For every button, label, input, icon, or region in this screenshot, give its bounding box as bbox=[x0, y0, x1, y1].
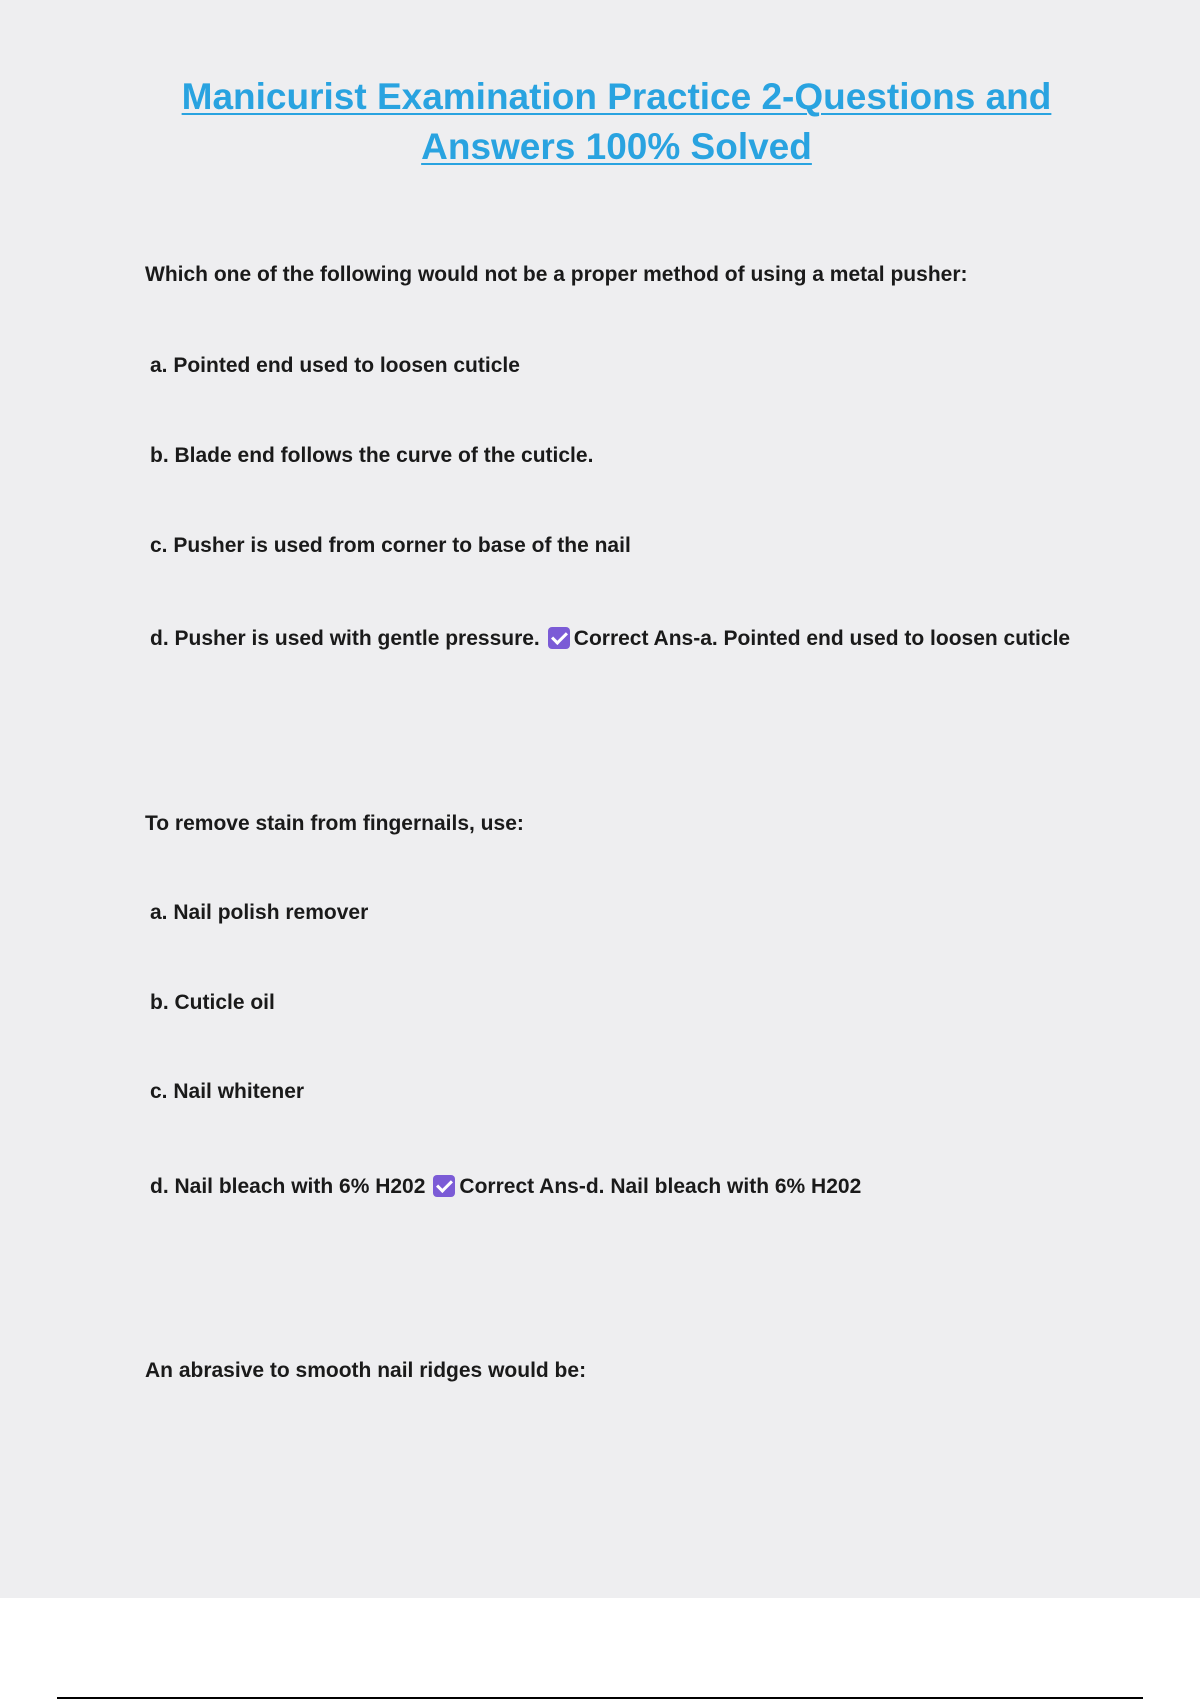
question-2-answer: Correct Ans-d. Nail bleach with 6% H202 bbox=[459, 1175, 862, 1198]
question-1-option-b: b. Blade end follows the curve of the cuticle. bbox=[150, 444, 594, 467]
checkbox-checked-icon bbox=[433, 1175, 455, 1197]
title-line-2: Answers 100% Solved bbox=[421, 126, 812, 167]
title-line-1: Manicurist Examination Practice 2-Questions and bbox=[181, 76, 1052, 117]
question-2-option-d: d. Nail bleach with 6% H202 bbox=[150, 1175, 426, 1198]
checkbox-checked-icon bbox=[548, 627, 570, 649]
question-1-option-a: a. Pointed end used to loosen cuticle bbox=[150, 354, 520, 377]
document-title bbox=[0, 72, 1200, 172]
question-1-option-d-row bbox=[150, 625, 1070, 653]
question-2-option-a: a. Nail polish remover bbox=[150, 901, 369, 924]
footer-divider bbox=[57, 1697, 1143, 1699]
question-1-text: Which one of the following would not be a proper method of using a metal pusher: bbox=[145, 263, 968, 286]
question-3-text: An abrasive to smooth nail ridges would be: bbox=[145, 1359, 587, 1382]
question-2-option-b: b. Cuticle oil bbox=[150, 991, 275, 1014]
question-1-option-d: d. Pusher is used with gentle pressure. bbox=[150, 627, 540, 650]
question-1-option-c: c. Pusher is used from corner to base of the nail bbox=[150, 534, 631, 557]
question-2-option-c: c. Nail whitener bbox=[150, 1080, 305, 1103]
question-1-answer: Correct Ans-a. Pointed end used to loosen cuticle bbox=[573, 627, 1071, 650]
question-2-text: To remove stain from fingernails, use: bbox=[145, 812, 524, 835]
question-2-option-d-row bbox=[150, 1173, 861, 1201]
